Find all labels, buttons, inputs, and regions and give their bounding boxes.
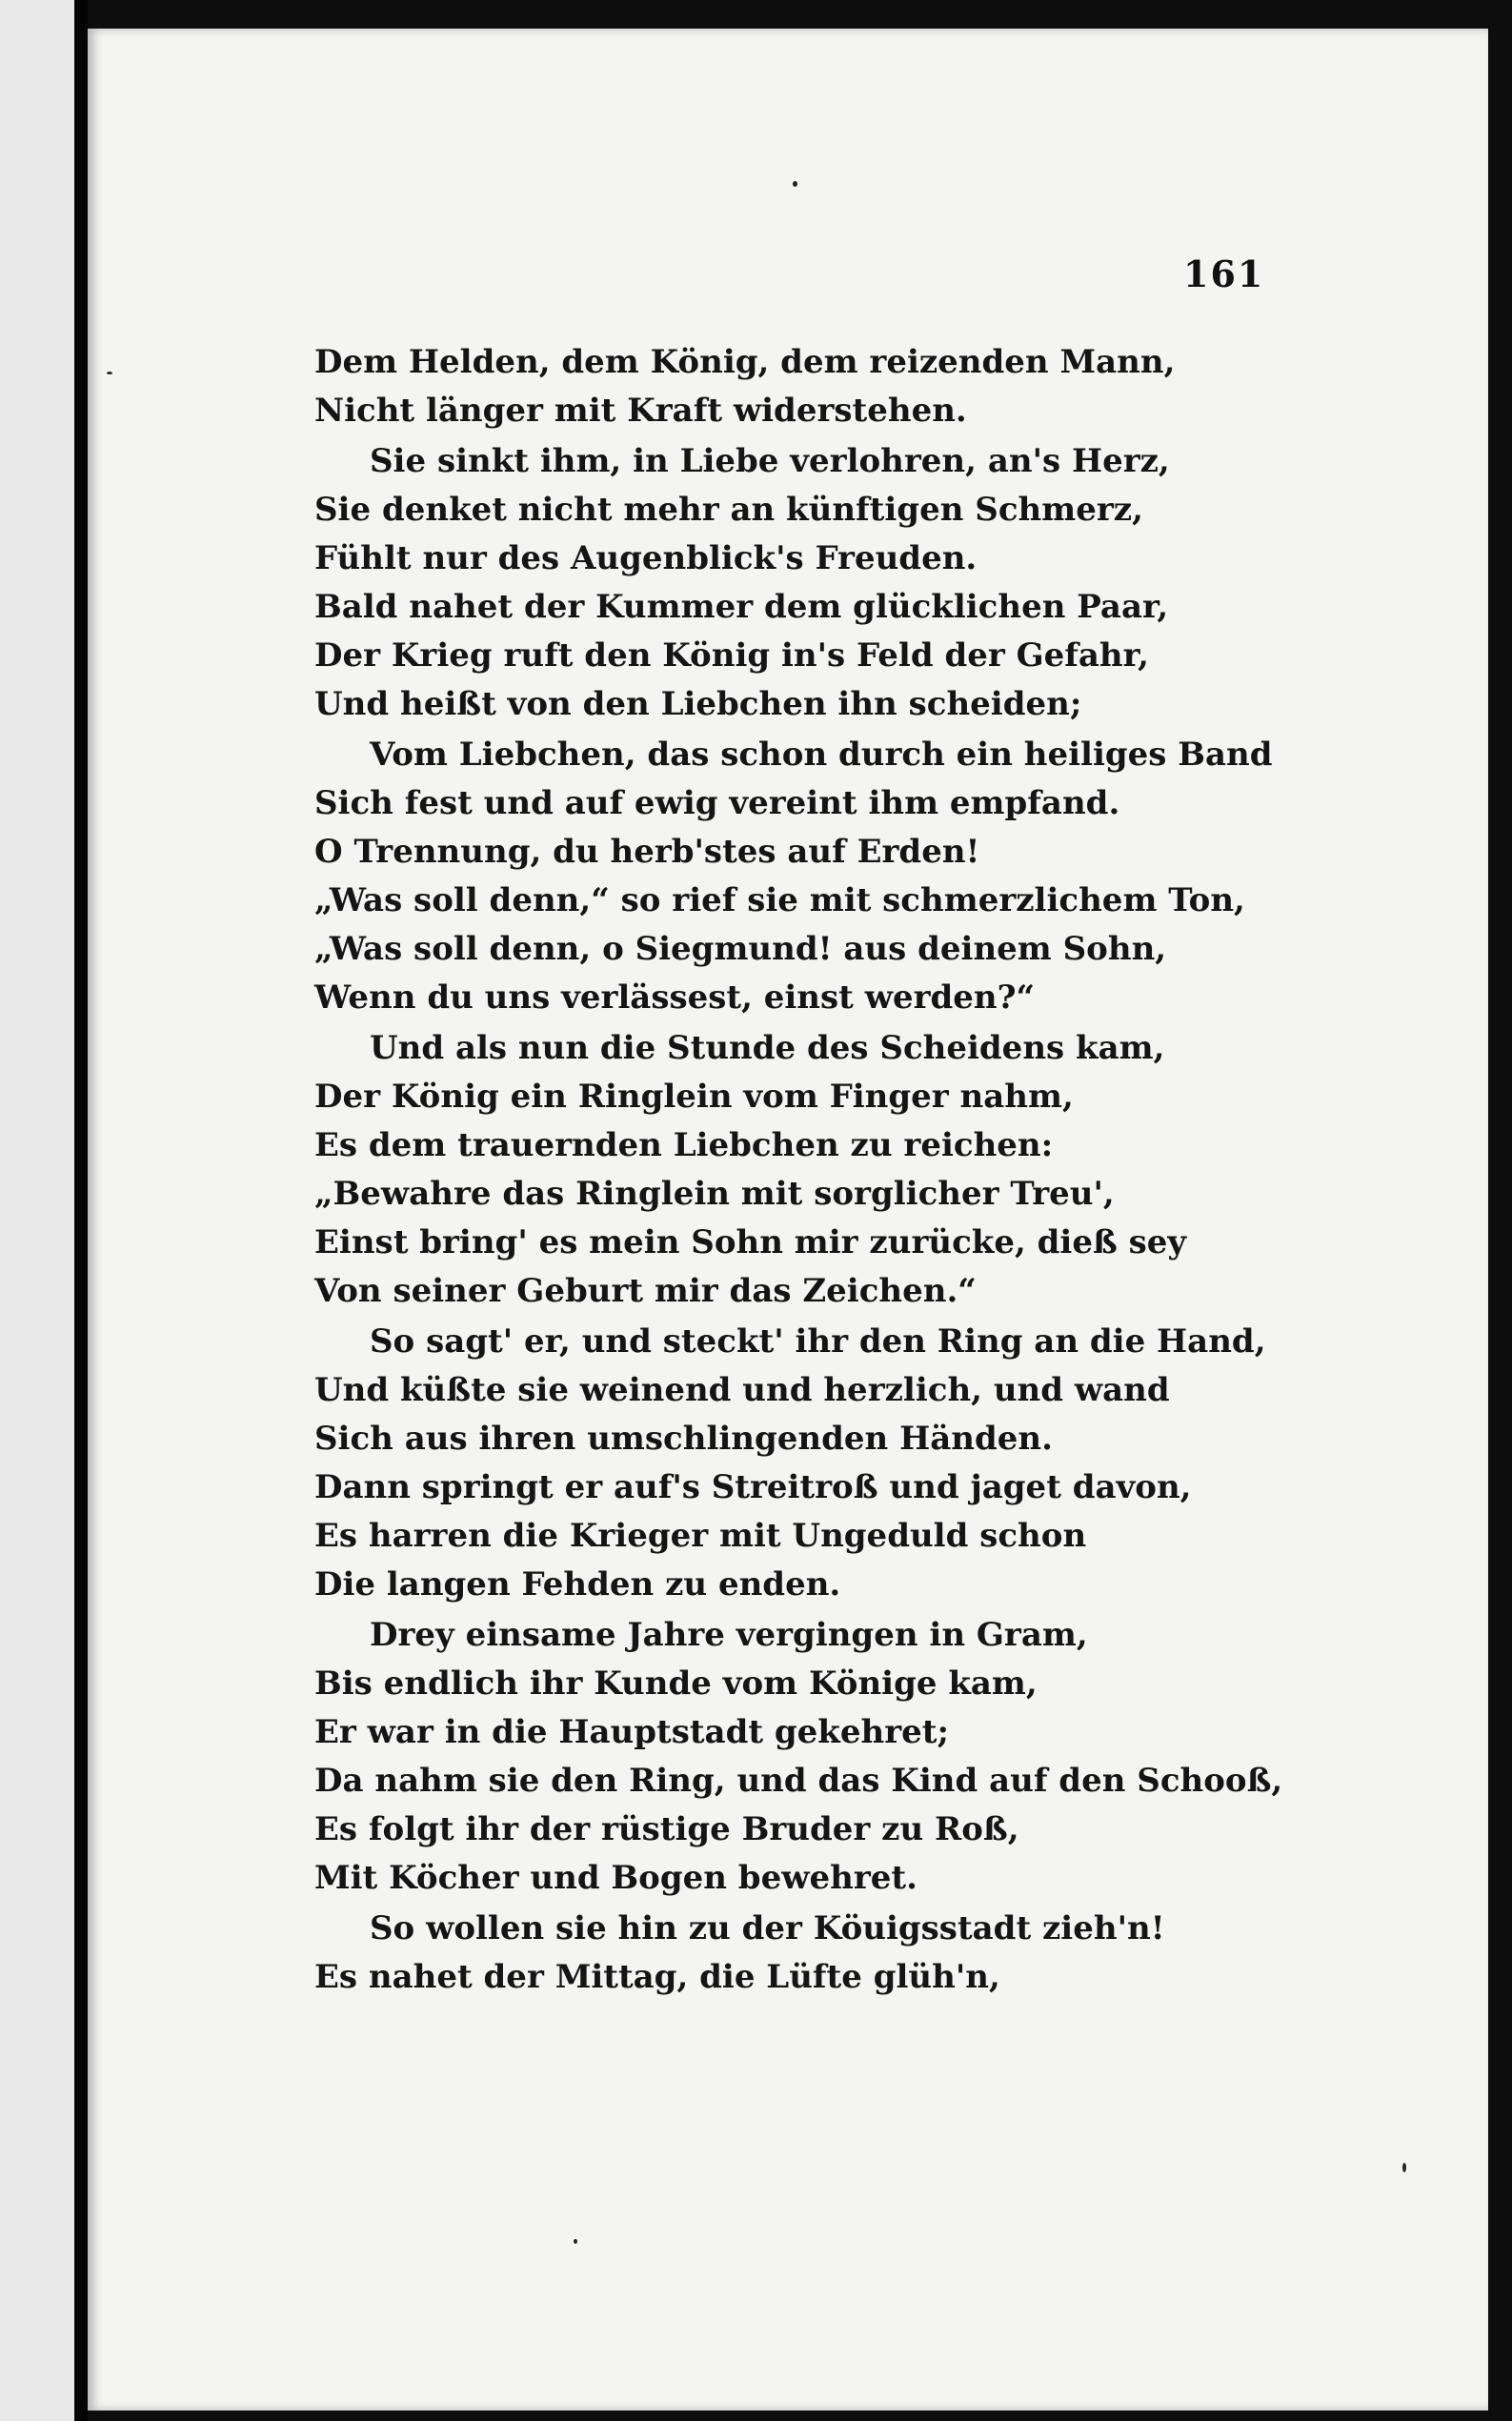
verse-line: Mit Köcher und Bogen bewehret. [314, 1859, 917, 1897]
previous-page-edge [0, 0, 74, 2421]
verse-line: Die langen Fehden zu enden. [314, 1565, 841, 1604]
verse-line: Einst bring' es mein Sohn mir zurücke, dieß sey [314, 1223, 1187, 1261]
verse-line: Drey einsame Jahre vergingen in Gram, [370, 1616, 1088, 1654]
verse-line: O Trennung, du herb'stes auf Erden! [314, 833, 980, 871]
stanza [314, 338, 1410, 435]
paper-speck [107, 372, 112, 374]
stanza [314, 1905, 1410, 2002]
verse-line: Dann springt er auf's Streitroß und jaget davon, [314, 1468, 1192, 1506]
paper-speck [574, 2239, 577, 2244]
verse-line: Bis endlich ihr Kunde vom Könige kam, [314, 1664, 1038, 1703]
stanza [314, 437, 1410, 729]
verse-line: Der Krieg ruft den König in's Feld der Gefahr, [314, 636, 1149, 675]
poem-text [314, 338, 1410, 2004]
verse-line: Es nahet der Mittag, die Lüfte glüh'n, [314, 1958, 1000, 1996]
stanza [314, 1024, 1410, 1316]
verse-line: Es dem trauernden Liebchen zu reichen: [314, 1126, 1054, 1164]
stanza [314, 731, 1410, 1022]
book-gutter [74, 0, 88, 2421]
verse-line: So wollen sie hin zu der Köuigsstadt zieh'n! [370, 1909, 1165, 1947]
verse-line: Vom Liebchen, das schon durch ein heiliges Band [370, 736, 1273, 774]
verse-line: Nicht länger mit Kraft widerstehen. [314, 392, 967, 430]
verse-line: Es harren die Krieger mit Ungeduld schon [314, 1517, 1087, 1555]
verse-line: Und heißt von den Liebchen ihn scheiden; [314, 685, 1082, 723]
verse-line: „Bewahre das Ringlein mit sorglicher Treu', [314, 1175, 1115, 1213]
verse-line: Der König ein Ringlein vom Finger nahm, [314, 1078, 1074, 1116]
page-number: 161 [1183, 252, 1265, 295]
stanza [314, 1318, 1410, 1609]
verse-line: So sagt' er, und steckt' ihr den Ring an die Hand, [370, 1322, 1266, 1361]
verse-line: Bald nahet der Kummer dem glücklichen Paar, [314, 588, 1169, 626]
verse-line: Sich fest und auf ewig vereint ihm empfand. [314, 784, 1120, 822]
verse-line: Und als nun die Stunde des Scheidens kam, [370, 1029, 1165, 1067]
verse-line: Er war in die Hauptstadt gekehret; [314, 1713, 950, 1751]
verse-line: Da nahm sie den Ring, und das Kind auf den Schooß, [314, 1762, 1283, 1800]
book-page [88, 29, 1488, 2411]
verse-line: Wenn du uns verlässest, einst werden?“ [314, 978, 1036, 1017]
verse-line: Fühlt nur des Augenblick's Freuden. [314, 539, 978, 577]
verse-line: Es folgt ihr der rüstige Bruder zu Roß, [314, 1810, 1019, 1848]
verse-line: „Was soll denn, o Siegmund! aus deinem Sohn, [314, 930, 1167, 968]
verse-line: Von seiner Geburt mir das Zeichen.“ [314, 1272, 977, 1310]
verse-line: Sich aus ihren umschlingenden Händen. [314, 1420, 1053, 1458]
paper-speck [793, 181, 797, 187]
verse-line: Sie denket nicht mehr an künftigen Schmerz, [314, 491, 1143, 529]
paper-speck [1402, 2163, 1406, 2172]
verse-line: Dem Helden, dem König, dem reizenden Mann, [314, 343, 1176, 381]
verse-line: Und küßte sie weinend und herzlich, und wand [314, 1371, 1170, 1409]
verse-line: „Was soll denn,“ so rief sie mit schmerzlichem Ton, [314, 881, 1245, 919]
verse-line: Sie sinkt ihm, in Liebe verlohren, an's Herz, [370, 442, 1170, 480]
stanza [314, 1611, 1410, 1903]
